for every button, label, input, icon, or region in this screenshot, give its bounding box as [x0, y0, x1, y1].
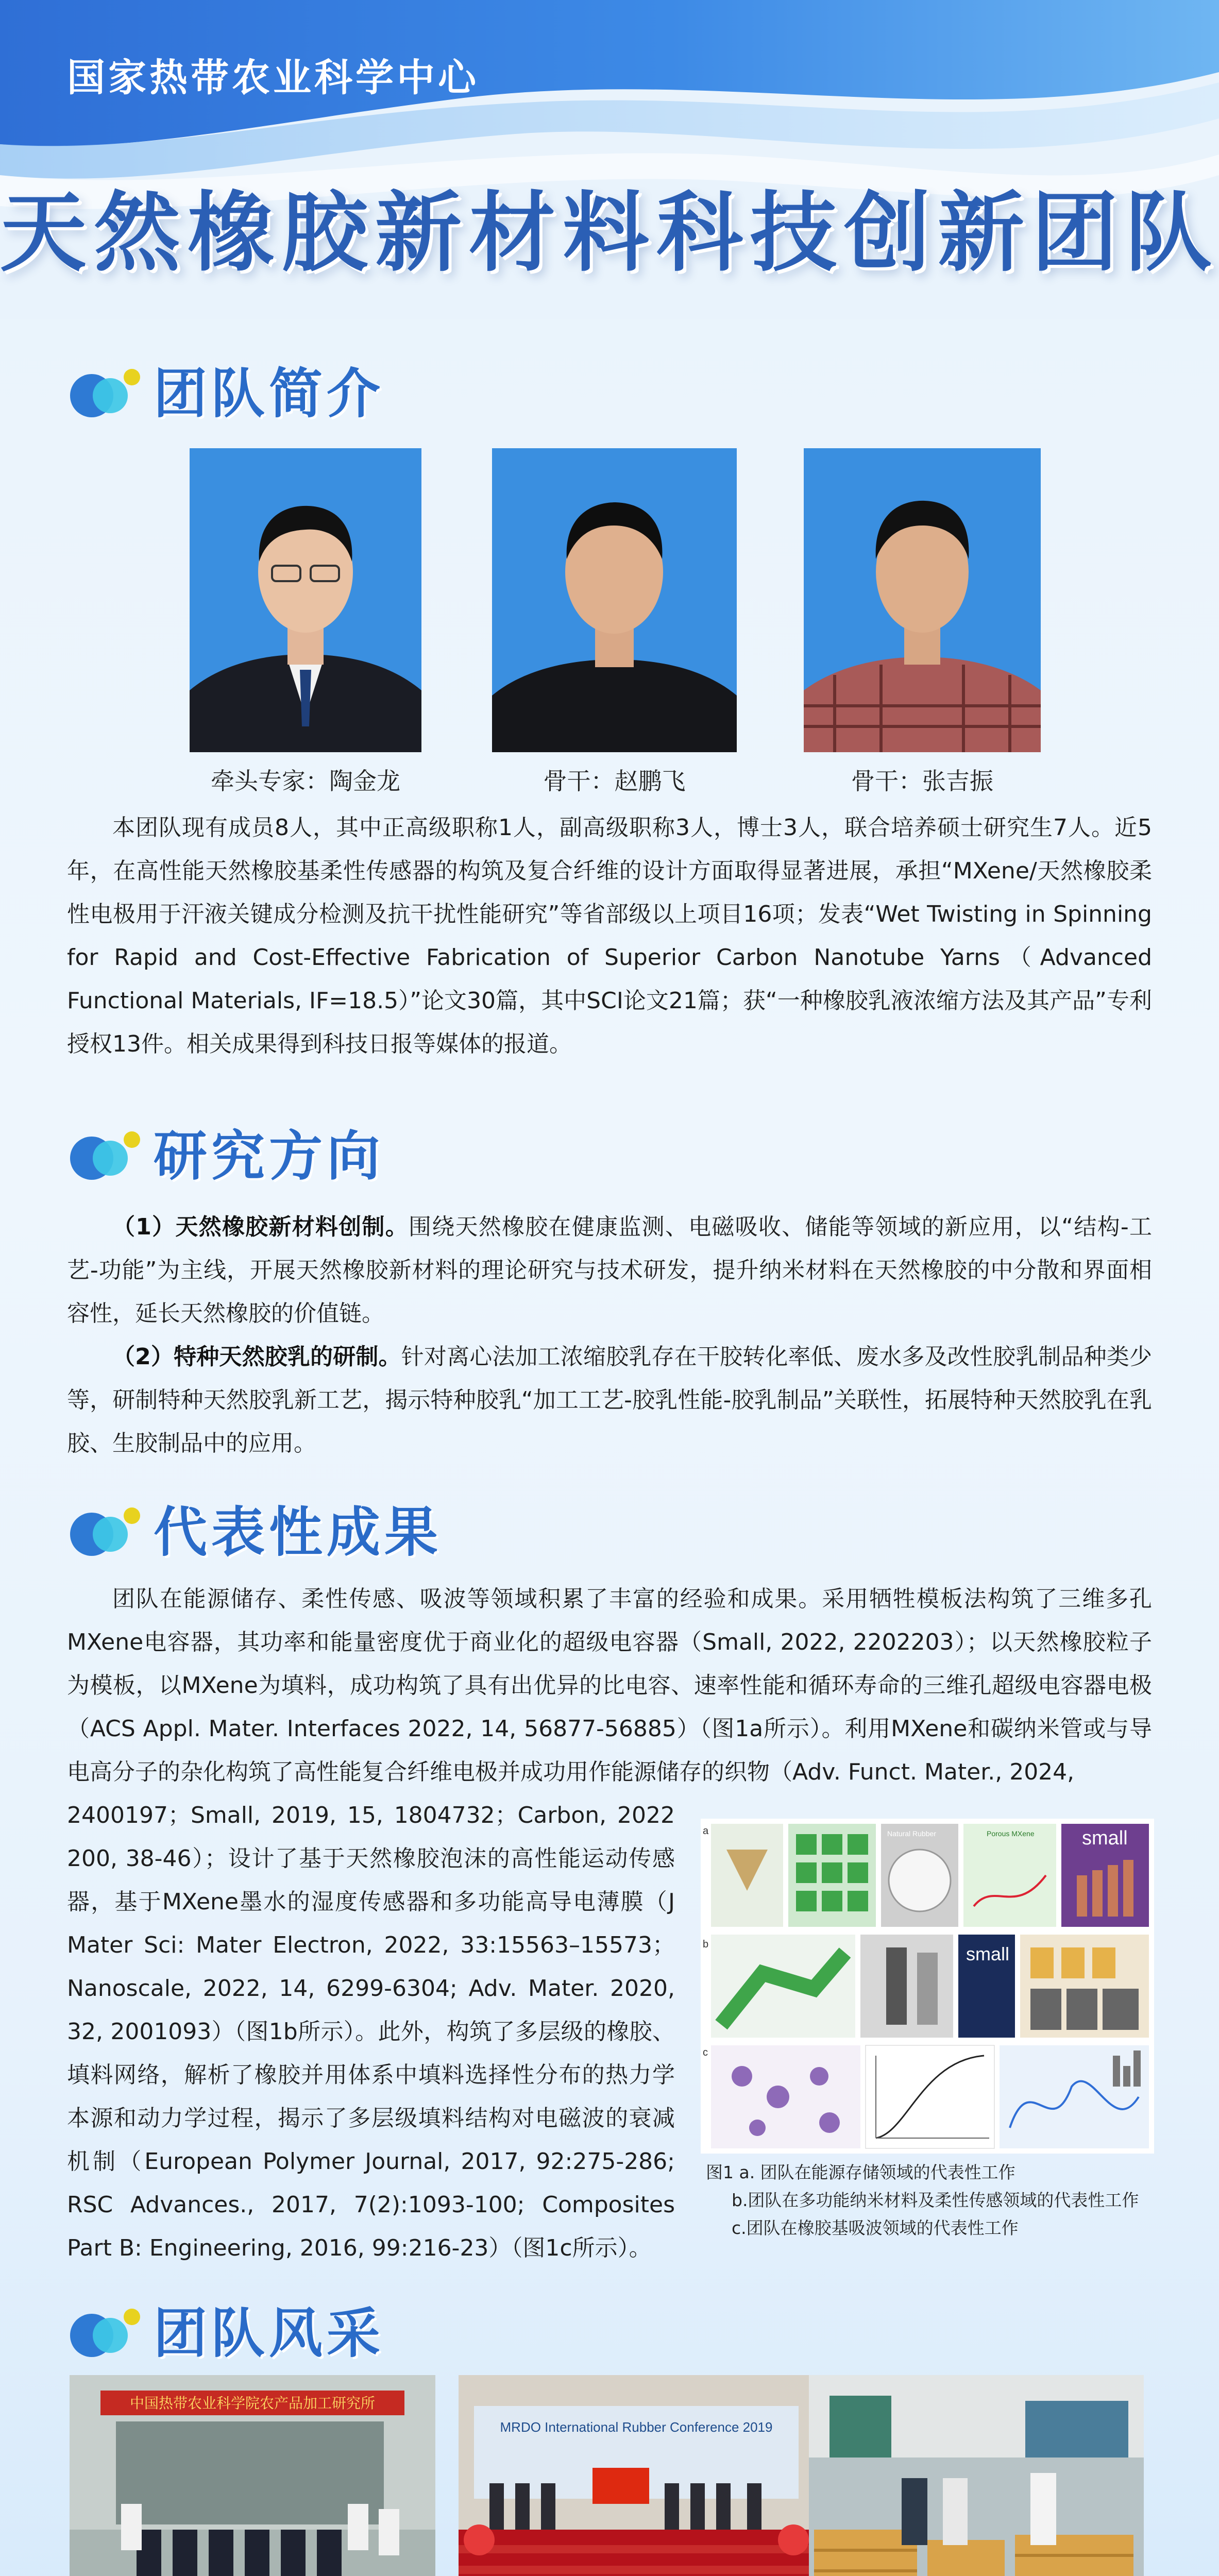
section-heading-research [67, 1118, 385, 1188]
section-dots-icon [67, 1499, 144, 1556]
figure-caption-line: c.团队在橡胶基吸波领域的代表性工作 [732, 2218, 1019, 2238]
section-title: 团队简介 [154, 362, 385, 425]
research-item-text: 针对离心法加工浓缩胶乳存在干胶转化率低、废水多及改性胶乳制品种类少等，研制特种天然胶乳新工艺，揭示特种胶乳“加工工艺-胶乳性能-胶乳制品”关联性，拓展特种天然胶乳在乳胶、生胶制品中的应用。 [67, 1344, 1152, 1456]
member-photo-3 [804, 448, 1041, 752]
figure-label-small-1: small [1082, 1827, 1128, 1849]
banner-text-conference: MRDO International Rubber Conference 2019 [500, 2419, 773, 2435]
section-title: 代表性成果 [154, 1501, 443, 1564]
member-photo-2 [492, 448, 737, 752]
team-photo-conference [459, 2375, 814, 2576]
results-figure [701, 1819, 1154, 2154]
intro-paragraph: 本团队现有成员8人，其中正高级职称1人，副高级职称3人，博士3人，联合培养硕士研究生7人。近5年，在高性能天然橡胶基柔性传感器的构筑及复合纤维的设计方面取得显著进展，承担“MXene/天然橡胶柔性电极用于汗液关键成分检测及抗干扰性能研究”等省部级以上项目16项；发表“Wet Twisting in Spinning for Rapid and Cost-Effective Fabrication of Superior Carbon Nanotube Yarns（Advanced Functional Materials, IF=18.5）”论文30篇，其中SCI论文21篇；获“一种橡胶乳液浓缩方法及其产品”专利授权13件。相关成果得到科技日报等媒体的报道。 [67, 815, 1152, 1057]
member-photo-1 [190, 448, 421, 752]
section-dots-icon [67, 1123, 144, 1180]
research-item-1 [67, 1206, 1152, 1335]
section-heading-intro [67, 355, 385, 425]
member-caption-1: 牵头专家：陶金龙 [211, 767, 400, 795]
figure-label-c: c [703, 2047, 708, 2058]
section-dots-icon [67, 361, 144, 417]
figure-label-porous: Porous MXene [987, 1829, 1035, 1838]
results-paragraph-left: 2400197；Small, 2019, 15, 1804732；Carbon, 2022 200, 38-46）；设计了基于天然橡胶泡沫的高性能运动传感器，基于MXene墨水的湿度传感器和多功能高导电薄膜（J Mater Sci: Mater Electron, 2022, 33:15563–15573；Nanoscale, 2022, 14, 6299-6304; Adv. Mater. 2020, 32, 2001093）（图1b所示）。此外，构筑了多层级的橡胶、填料网络，解析了橡胶并用体系中填料选择性分布的热力学本源和动力学过程，揭示了多层级填料结构对电磁波的衰减机制（European Polymer Journal, 2017, 92:275-286; RSC Advances., 2017, 7(2):1093-100; Composites Part B: Engineering, 2016, 99:216-23）（图1c所示）。 [67, 1802, 675, 2261]
section-heading-team-style [67, 2295, 385, 2365]
section-heading-results [67, 1494, 443, 1564]
figure-label-a: a [703, 1825, 709, 1837]
section-dots-icon [67, 2300, 144, 2357]
figure-caption-line: b.团队在多功能纳米材料及柔性传感领域的代表性工作 [732, 2190, 1139, 2210]
research-item-lead: （2）特种天然胶乳的研制。 [112, 1344, 401, 1370]
research-item-lead: （1）天然橡胶新材料创制。 [112, 1214, 409, 1240]
team-photo-factory [809, 2375, 1144, 2576]
section-title: 团队风采 [154, 2302, 385, 2365]
figure-label-small-2: small [966, 1943, 1010, 1964]
research-item-2 [67, 1335, 1152, 1465]
member-caption-2: 骨干：赵鹏飞 [543, 767, 686, 795]
results-paragraph-top: 团队在能源储存、柔性传感、吸波等领域积累了丰富的经验和成果。采用牺牲模板法构筑了三维多孔MXene电容器，其功率和能量密度优于商业化的超级电容器（Small, 2022, 2202203）；以天然橡胶粒子为模板，以MXene为填料，成功构筑了具有出优异的比电容、速率性能和循环寿命的三维孔超级电容器电极（ACS Appl. Mater. Interfaces 2022, 14, 56877-56885）（图1a所示）。利用MXene和碳纳米管或与导电高分子的杂化构筑了高性能复合纤维电极并成功用作能源储存的织物（Adv. Funct. Mater., 2024, [67, 1586, 1152, 1785]
figure-label-b: b [703, 1939, 709, 1950]
member-caption-3: 骨干：张吉振 [851, 767, 993, 795]
figure-caption [706, 2159, 1139, 2242]
poster-title: 天然橡胶新材料科技创新团队 [0, 182, 1219, 283]
team-photo-group [70, 2375, 435, 2576]
section-title: 研究方向 [154, 1125, 385, 1188]
figure-caption-line: 图1 a. 团队在能源存储领域的代表性工作 [706, 2162, 1015, 2182]
banner-text-institute: 中国热带农业科学院农产品加工研究所 [129, 2395, 376, 2411]
research-item-text: 围绕天然橡胶在健康监测、电磁吸收、储能等领域的新应用，以“结构-工艺-功能”为主线，开展天然橡胶新材料的理论研究与技术研发，提升纳米材料在天然橡胶的中分散和界面相容性，延长天然橡胶的价值链。 [67, 1214, 1152, 1327]
organization-name: 国家热带农业科学中心 [67, 56, 479, 100]
figure-label-nr: Natural Rubber [887, 1829, 936, 1838]
